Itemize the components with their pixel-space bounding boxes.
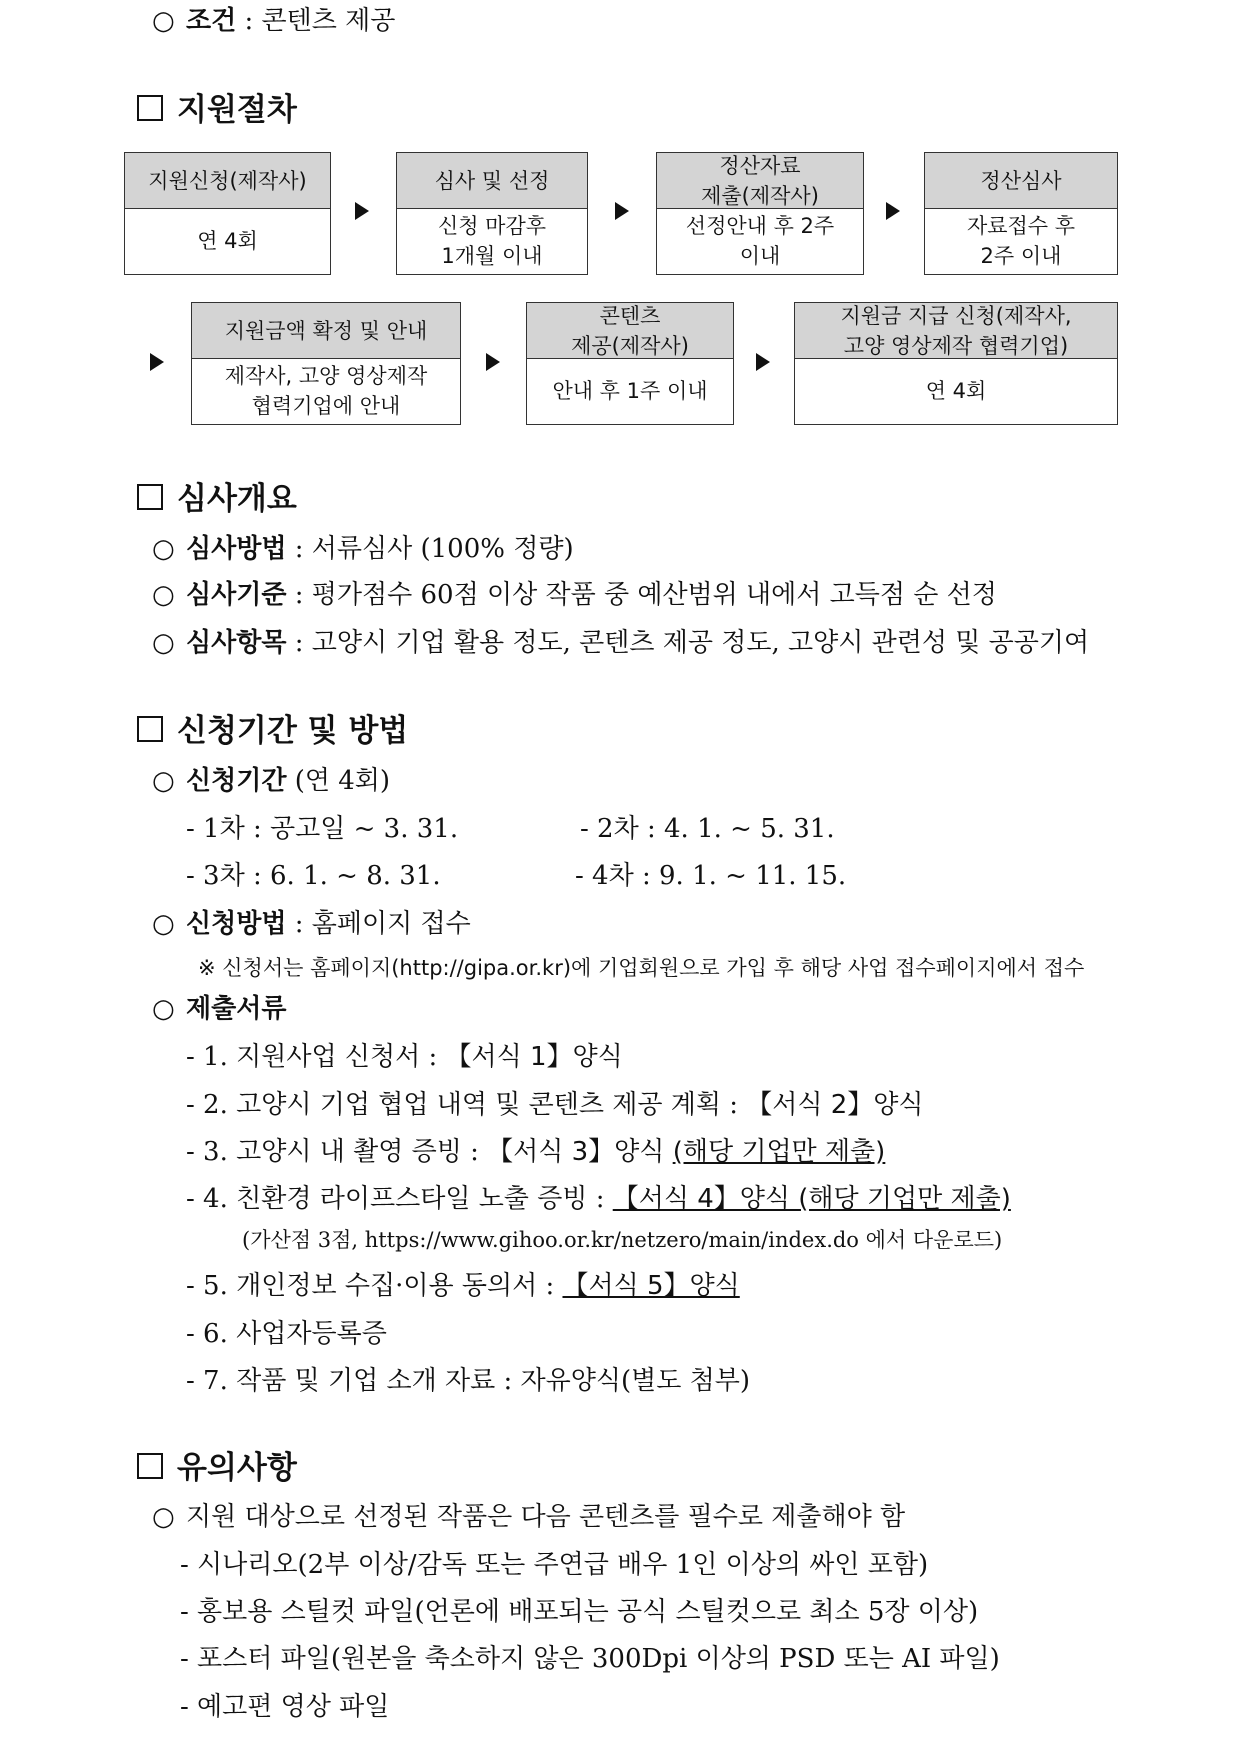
flow-box-title: 지원금 지급 신청(제작사, 고양 영상제작 협력기업) [795,303,1117,359]
document-item-4-note: (가산점 3점, https://www.gihoo.or.kr/netzero/main/index.do 에서 다운로드) [242,1228,1003,1252]
document-text: - 3. 고양시 내 촬영 증빙 : [186,1137,488,1167]
document-form: 【서식 4】양식 (해당 기업만 제출) [612,1184,1011,1214]
section-heading-procedure [137,84,297,129]
bullet-icon: ○ [152,6,175,36]
review-text: : 고양시 기업 활용 정도, 콘텐츠 제공 정도, 고양시 관련성 및 공공기여 [286,628,1090,658]
document-item-2 [186,1084,924,1121]
document-text: - 5. 개인정보 수집·이용 동의서 : [186,1271,563,1301]
flow-box-title: 정산심사 [925,153,1117,209]
section-title: 유의사항 [177,1450,297,1486]
section-heading-review [137,473,297,518]
period-suffix: (연 4회) [286,766,391,796]
review-label: 심사기준 [186,580,287,610]
section-heading-notes [137,1442,297,1487]
document-text: - 2. 고양시 기업 협업 내역 및 콘텐츠 제공 계획 : [186,1090,747,1120]
flow-box-3 [656,152,864,275]
flow-box-title: 지원금액 확정 및 안내 [192,303,460,359]
arrow-right-icon [150,353,164,371]
square-icon [137,95,163,121]
method-note: ※ 신청서는 홈페이지(http://gipa.or.kr)에 기업회원으로 가입 후 해당 사업 접수페이지에서 접수 [198,956,1085,980]
flow-box-detail: 제작사, 고양 영상제작 협력기업에 안내 [192,359,460,423]
period-round-1: - 1차 : 공고일 ~ 3. 31. [186,814,459,844]
period-label: 신청기간 [186,766,287,796]
period-round-4: - 4차 : 9. 1. ~ 11. 15. [575,861,847,891]
bullet-icon: ○ [152,580,175,610]
document-form-note: (해당 기업만 제출) [672,1137,886,1167]
flow-box-detail: 연 4회 [795,359,1117,423]
bullet-icon: ○ [152,628,175,658]
arrow-right-icon [886,202,900,220]
document-form: 【서식 2】양식 [746,1090,924,1120]
method-line [152,903,471,940]
square-icon [137,716,163,742]
flow-box-4 [924,152,1118,275]
notes-item-4: - 예고편 영상 파일 [180,1692,390,1722]
flow-box-title: 정산자료 제출(제작사) [657,153,863,209]
arrow-right-icon [355,202,369,220]
bullet-icon: ○ [152,909,175,939]
flow-box-detail: 연 4회 [125,209,330,273]
flow-box-detail: 자료접수 후 2주 이내 [925,209,1117,273]
document-text: - 4. 친환경 라이프스타일 노출 증빙 : [186,1184,613,1214]
flow-box-title: 심사 및 선정 [397,153,587,209]
flow-box-title: 지원신청(제작사) [125,153,330,209]
condition-text: : 콘텐츠 제공 [236,6,396,36]
review-label: 심사방법 [186,534,287,564]
review-criteria [152,574,997,611]
section-heading-application [137,705,408,750]
bullet-icon: ○ [152,994,175,1024]
document-item-6: - 6. 사업자등록증 [186,1319,387,1349]
arrow-right-icon [756,353,770,371]
notes-item-2: - 홍보용 스틸컷 파일(언론에 배포되는 공식 스틸컷으로 최소 5장 이상) [180,1597,979,1627]
notes-item-1: - 시나리오(2부 이상/감독 또는 주연급 배우 1인 이상의 싸인 포함) [180,1550,929,1580]
review-text: : 평가점수 60점 이상 작품 중 예산범위 내에서 고득점 순 선정 [286,580,997,610]
section-title: 지원절차 [177,92,297,128]
document-item-5 [186,1265,740,1302]
review-text: : 서류심사 (100% 정량) [286,534,574,564]
square-icon [137,484,163,510]
arrow-right-icon [486,353,500,371]
notes-intro [152,1496,905,1533]
review-label: 심사항목 [186,628,287,658]
bullet-icon: ○ [152,534,175,564]
flow-box-6 [526,302,734,425]
review-items [152,622,1089,659]
notes-intro-text: 지원 대상으로 선정된 작품은 다음 콘텐츠를 필수로 제출해야 함 [186,1502,906,1532]
method-text: : 홈페이지 접수 [286,909,471,939]
arrow-right-icon [615,202,629,220]
flow-box-title: 콘텐츠 제공(제작사) [527,303,733,359]
document-item-4 [186,1178,1011,1215]
period-round-3: - 3차 : 6. 1. ~ 8. 31. [186,861,441,891]
documents-line [152,988,286,1025]
bullet-icon: ○ [152,1502,175,1532]
section-title: 신청기간 및 방법 [177,713,409,749]
document-item-1 [186,1036,623,1073]
document-item-7: - 7. 작품 및 기업 소개 자료 : 자유양식(별도 첨부) [186,1366,750,1396]
flow-box-detail: 선정안내 후 2주 이내 [657,209,863,273]
document-item-3 [186,1131,885,1168]
flow-box-5 [191,302,461,425]
document-text: - 1. 지원사업 신청서 : [186,1042,446,1072]
notes-item-3: - 포스터 파일(원본을 축소하지 않은 300Dpi 이상의 PSD 또는 AI 파일) [180,1644,1000,1674]
documents-label: 제출서류 [186,994,287,1024]
flow-box-7 [794,302,1118,425]
review-method [152,528,574,565]
square-icon [137,1453,163,1479]
condition-label: 조건 [186,6,237,36]
section-title: 심사개요 [177,481,297,517]
bullet-icon: ○ [152,766,175,796]
flow-box-1 [124,152,331,275]
document-form: 【서식 5】양식 [562,1271,740,1301]
period-line [152,760,390,797]
condition-line [152,0,395,37]
document-form: 【서식 1】양식 [445,1042,623,1072]
document-form: 【서식 3】양식 [487,1137,673,1167]
method-label: 신청방법 [186,909,287,939]
flow-box-detail: 안내 후 1주 이내 [527,359,733,423]
flow-box-detail: 신청 마감후 1개월 이내 [397,209,587,273]
flow-box-2 [396,152,588,275]
period-round-2: - 2차 : 4. 1. ~ 5. 31. [580,814,835,844]
